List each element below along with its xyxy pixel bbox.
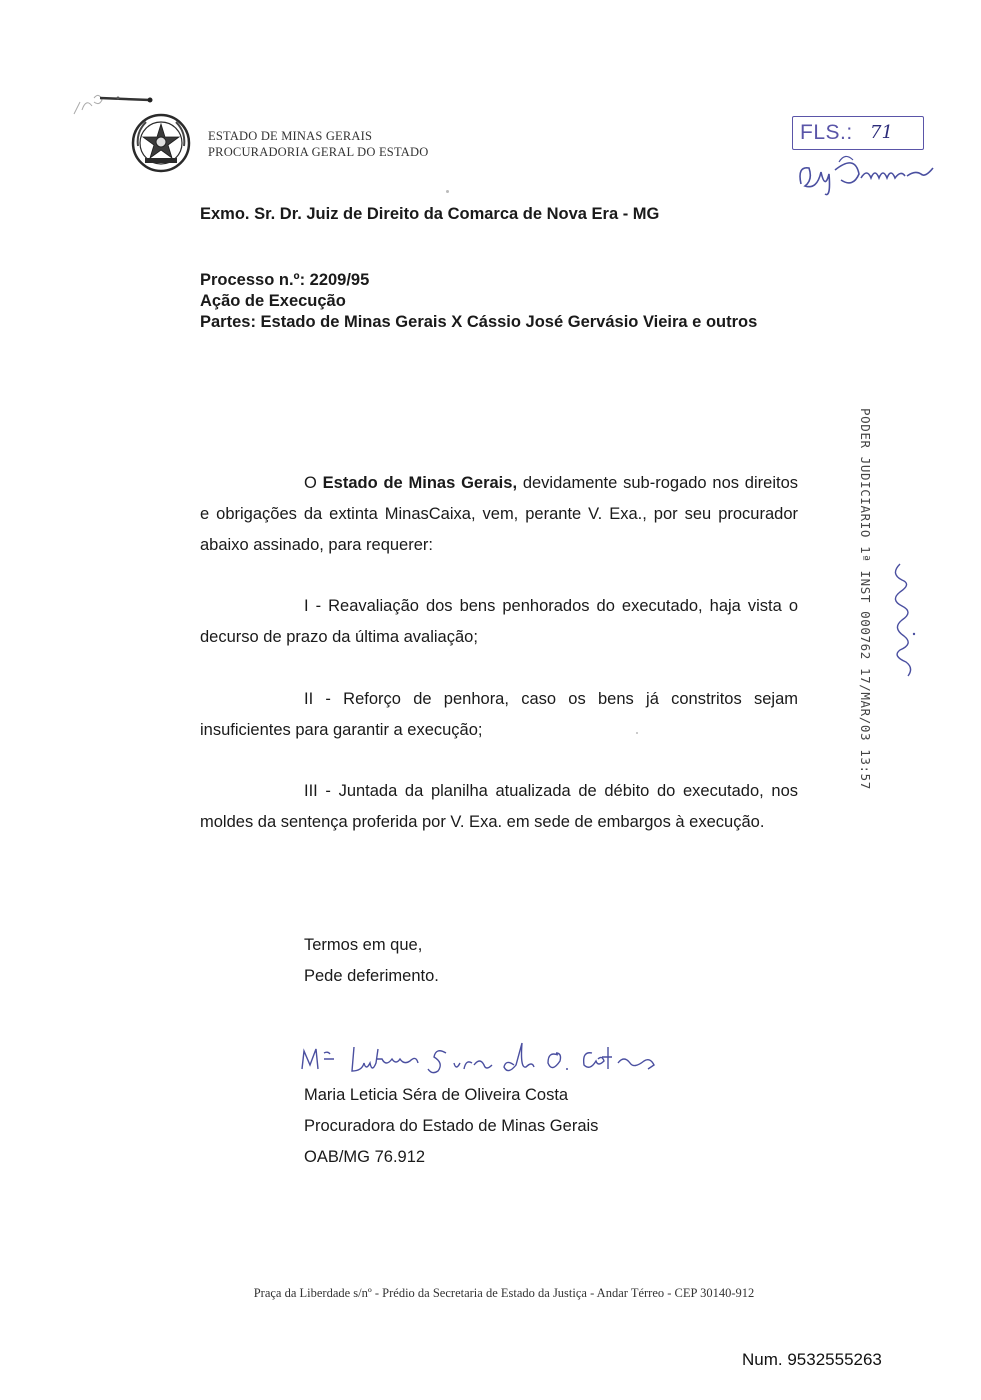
closing-block <box>304 930 439 992</box>
case-parties: Partes: Estado de Minas Gerais X Cássio José Gervásio Vieira e outros <box>200 313 758 331</box>
court-stamp-initials <box>880 560 920 680</box>
page-stamp-number: 71 <box>870 122 893 143</box>
request-item-3: III - Juntada da planilha atualizada de débito do executado, nos moldes da sentença proferida por V. Exa. em sede de embargos à execução. <box>200 782 798 831</box>
intro-paragraph <box>200 468 798 561</box>
signer-oab: OAB/MG 76.912 <box>304 1148 426 1166</box>
closing-line-2: Pede deferimento. <box>304 967 439 985</box>
process-number: Processo n.º: 2209/95 <box>200 271 370 289</box>
stamp-initials-signature <box>795 150 940 198</box>
request-item-2: II - Reforço de penhora, caso os bens já constritos sejam insuficientes para garantir a execução; <box>200 690 798 739</box>
intro-party-name: Estado de Minas Gerais, <box>322 474 518 492</box>
closing-line-1: Termos em que, <box>304 936 423 954</box>
state-coat-of-arms <box>130 112 192 174</box>
letterhead-state: ESTADO DE MINAS GERAIS <box>208 129 373 143</box>
intro-text: devidamente sub-rogado nos direitos e obrigações da extinta MinasCaixa, vem, perante V. Exa., por seu procurador abaixo assinado, para requerer: <box>200 474 798 554</box>
action-type: Ação de Execução <box>200 292 346 310</box>
signer-title: Procuradora do Estado de Minas Gerais <box>304 1117 599 1135</box>
case-header <box>200 270 757 333</box>
letterhead-agency: PROCURADORIA GERAL DO ESTADO <box>208 145 429 159</box>
signer-name: Maria Leticia Séra de Oliveira Costa <box>304 1086 569 1104</box>
page-footer-address: Praça da Liberdade s/nº - Prédio da Secretaria de Estado da Justiça - Andar Térreo - CEP 30140-912 <box>253 1286 755 1300</box>
request-item-1: I - Reavaliação dos bens penhorados do executado, haja vista o decurso de prazo da última avaliação; <box>200 597 798 646</box>
signer-block <box>304 1080 598 1173</box>
scan-speck <box>636 732 638 734</box>
page-stamp-label: FLS.: <box>800 121 853 144</box>
addressee-line: Exmo. Sr. Dr. Juiz de Direito da Comarca de Nova Era - MG <box>200 205 660 223</box>
court-receipt-stamp: PODER JUDICIARIO 1ª INST 000762 17/MAR/03 13:57 <box>858 408 873 790</box>
letterhead <box>208 128 428 160</box>
scan-speck <box>446 190 449 193</box>
intro-lead: O <box>304 474 323 492</box>
document-number: Num. 9532555263 <box>742 1350 882 1369</box>
